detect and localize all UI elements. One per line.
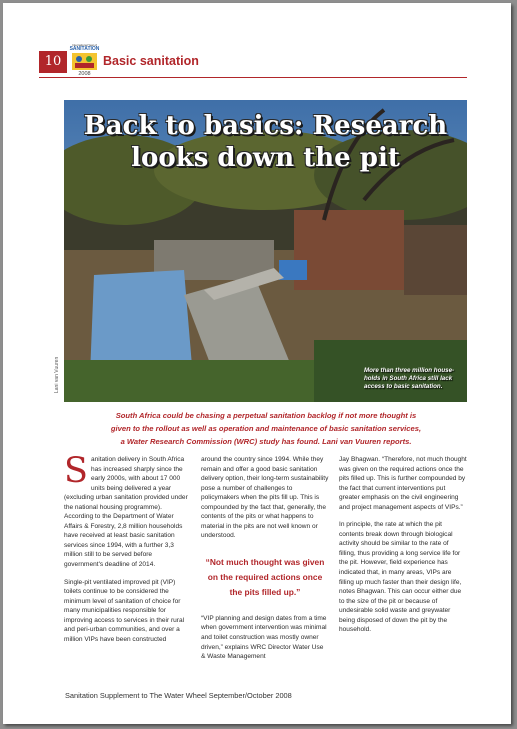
pull-quote: “Not much thought was given on the required actions once the pits filled up.” [205, 556, 325, 597]
paragraph: around the country since 1994. While they remain and offer a good basic sanitation delivery option, their long-term sustainability pose a number of challenges to policymakers when the pits fill up. This is compounded by the fact that, generally, the contents of the pits or what happens to material in the pits are not well known or understood. [201, 456, 329, 540]
page-number: 10 [39, 51, 67, 73]
feature-photo [64, 100, 467, 402]
standfirst-line-1: South Africa could be chasing a perpetual sanitation backlog if not more thought is [115, 411, 417, 420]
paragraph: “VIP planning and design dates from a time when government intervention was minimal and toilet construction was mostly owner driven,” explains WRC Director Water Use & Waste Management [201, 614, 327, 661]
logo-emblem-icon [72, 53, 97, 70]
year-of-sanitation-logo [69, 44, 100, 79]
drop-cap: S [64, 451, 88, 491]
paragraph-text: anitation delivery in South Africa has increased sharply since the early 2000s, with about 17 000 units being delivered a year (excluding urban sanitation provided under the national housing programme). According to the Department of Water Affairs & Forestry, 2,8 million households have received at least basic sanitation services since 1994, with a further 3,3 million still to be served before government's deadline of 2014. [64, 456, 188, 569]
body-column-1 [64, 451, 192, 644]
logo-mid-text: SANITATION [69, 46, 100, 52]
standfirst [65, 409, 467, 448]
article-headline [64, 110, 467, 174]
logo-top-text: International Year of [72, 44, 97, 47]
photo-credit: Lani van Vuuren [54, 356, 60, 393]
body-column-3 [339, 455, 467, 635]
headline-line-1: Back to basics: Research [83, 111, 448, 141]
standfirst-line-3: a Water Research Commission (WRC) study has found. Lani van Vuuren reports. [120, 437, 412, 446]
body-column-2 [201, 455, 329, 662]
paragraph: In principle, the rate at which the pit contents break down through biological activity should be similar to the rate of filling, thus providing a long service life for the pit. However, field experience has indicated that, in many areas, VIPs are filling up much faster than their design life, notes Bhagwan. This can occur either due to the size of the pit or because of undesirable solid waste and greywater being disposed of down the pit by the household. [339, 521, 462, 634]
photo-caption: More than three million house-holds in South Africa still lack access to basic sanitation. [364, 367, 455, 390]
magazine-page [3, 3, 511, 724]
section-title: Basic sanitation [103, 54, 199, 68]
standfirst-line-2: given to the rollout as well as operation and maintenance of basic sanitation services, [110, 424, 422, 433]
paragraph [64, 451, 192, 570]
logo-year-text: 2008 [78, 71, 91, 77]
paragraph: Single-pit ventilated improved pit (VIP) toilets continue to be considered the minimum level of sanitation of choice for many municipalities responsible for improving access to services in their rural and peri-urban communities, and over a million VIPs have been constructed [64, 578, 185, 643]
paragraph: Jay Bhagwan. “Therefore, not much thought was given on the required actions once the pits filled up. This is further compounded by the fact that current interventions put greater emphasis on the civil engineering and project management aspects of VIPs.” [339, 456, 467, 511]
headline-line-2: looks down the pit [131, 143, 400, 173]
page-footer: Sanitation Supplement to The Water Wheel September/October 2008 [65, 691, 292, 700]
header-rule [39, 77, 467, 78]
